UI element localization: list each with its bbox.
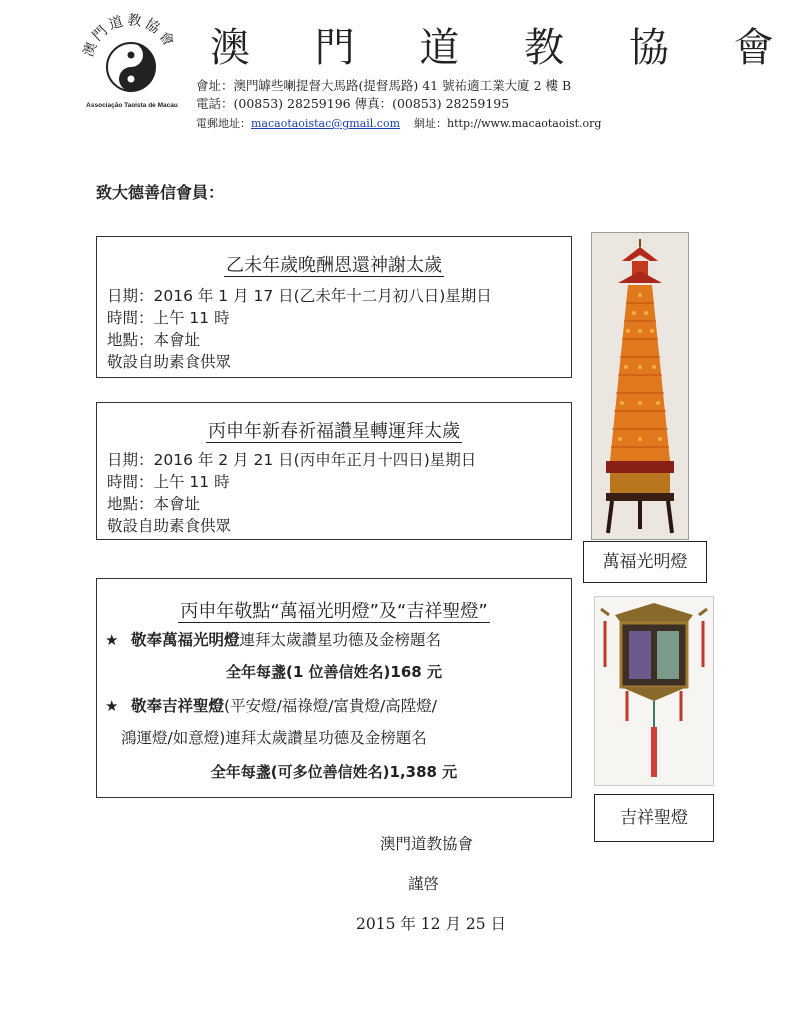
lamps-box — [96, 578, 572, 798]
header-phone-fax: 電話：(00853) 28259196 傳真：(00853) 28259195 — [196, 96, 510, 111]
lamp-item1 — [131, 629, 441, 651]
email-label: 電郵地址： — [196, 117, 251, 130]
taiji-logo-icon — [82, 12, 180, 104]
lamp-item2 — [131, 695, 437, 717]
lamp-item2-name: 敬奉吉祥聖燈 — [131, 697, 225, 715]
event2-venue: 地點：本會址 — [107, 495, 201, 513]
lamp-item1-name: 敬奉萬福光明燈 — [131, 631, 240, 649]
event1-note: 敬設自助素食供眾 — [107, 353, 232, 371]
logo-latin-name: Associação Taoista de Macau — [86, 102, 178, 109]
org-title: 澳 門 道 教 協 會 — [210, 25, 800, 71]
pagoda-lamp-icon — [592, 233, 688, 539]
signature-date: 2015 年 12 月 25 日 — [356, 915, 507, 933]
signature-closing: 謹啓 — [408, 875, 440, 893]
signature-org: 澳門道教協會 — [380, 835, 474, 853]
star-icon: ★ — [105, 697, 119, 715]
event1-title: 乙未年歲晚酬恩還神謝太歲 — [226, 255, 442, 276]
lamp-item1-price: 全年每盞(1 位善信姓名)168 元 — [226, 663, 442, 681]
recipient-greeting: 致大德善信會員： — [96, 183, 225, 202]
lamp-item2-desc: (平安燈/福祿燈/富貴燈/高陞燈/ — [224, 697, 437, 715]
logo-ring-text: 澳門道教協會 — [82, 12, 179, 60]
lamp2-photo — [594, 596, 714, 786]
event2-note: 敬設自助素食供眾 — [107, 517, 232, 535]
event1-time: 時間：上午 11 時 — [107, 309, 230, 327]
event2-time: 時間：上午 11 時 — [107, 473, 230, 491]
lamp-item2-price: 全年每盞(可多位善信姓名)1,388 元 — [210, 763, 458, 781]
star-icon: ★ — [105, 631, 119, 649]
event1-venue: 地點：本會址 — [107, 331, 201, 349]
lantern-icon — [595, 597, 713, 785]
lamps-title: 丙申年敬點“萬福光明燈”及“吉祥聖燈” — [180, 601, 488, 622]
event1-date: 日期：2016 年 1 月 17 日(乙未年十二月初八日)星期日 — [107, 287, 492, 305]
lamp-item2-desc-line2: 鴻運燈/如意燈)連拜太歲讚星功德及金榜題名 — [121, 729, 427, 747]
website-text: 網址：http://www.macaotaoist.org — [414, 117, 602, 130]
email-link[interactable]: macaotaoistac@gmail.com — [251, 117, 401, 130]
header-contact — [196, 116, 601, 132]
event2-title: 丙申年新春祈福讚星轉運拜太歲 — [208, 421, 460, 442]
association-logo — [82, 12, 180, 120]
event2-box — [96, 402, 572, 540]
lamp1-caption: 萬福光明燈 — [583, 541, 707, 583]
lamp2-caption: 吉祥聖燈 — [594, 794, 714, 842]
event1-box — [96, 236, 572, 378]
lamp1-photo — [591, 232, 689, 540]
event2-date: 日期：2016 年 2 月 21 日(丙申年正月十四日)星期日 — [107, 451, 477, 469]
header-address: 會址：澳門罅些喇提督大馬路(提督馬路) 41 號祐適工業大廈 2 樓 B — [196, 78, 572, 93]
lamp-item1-desc: 連拜太歲讚星功德及金榜題名 — [239, 631, 442, 649]
